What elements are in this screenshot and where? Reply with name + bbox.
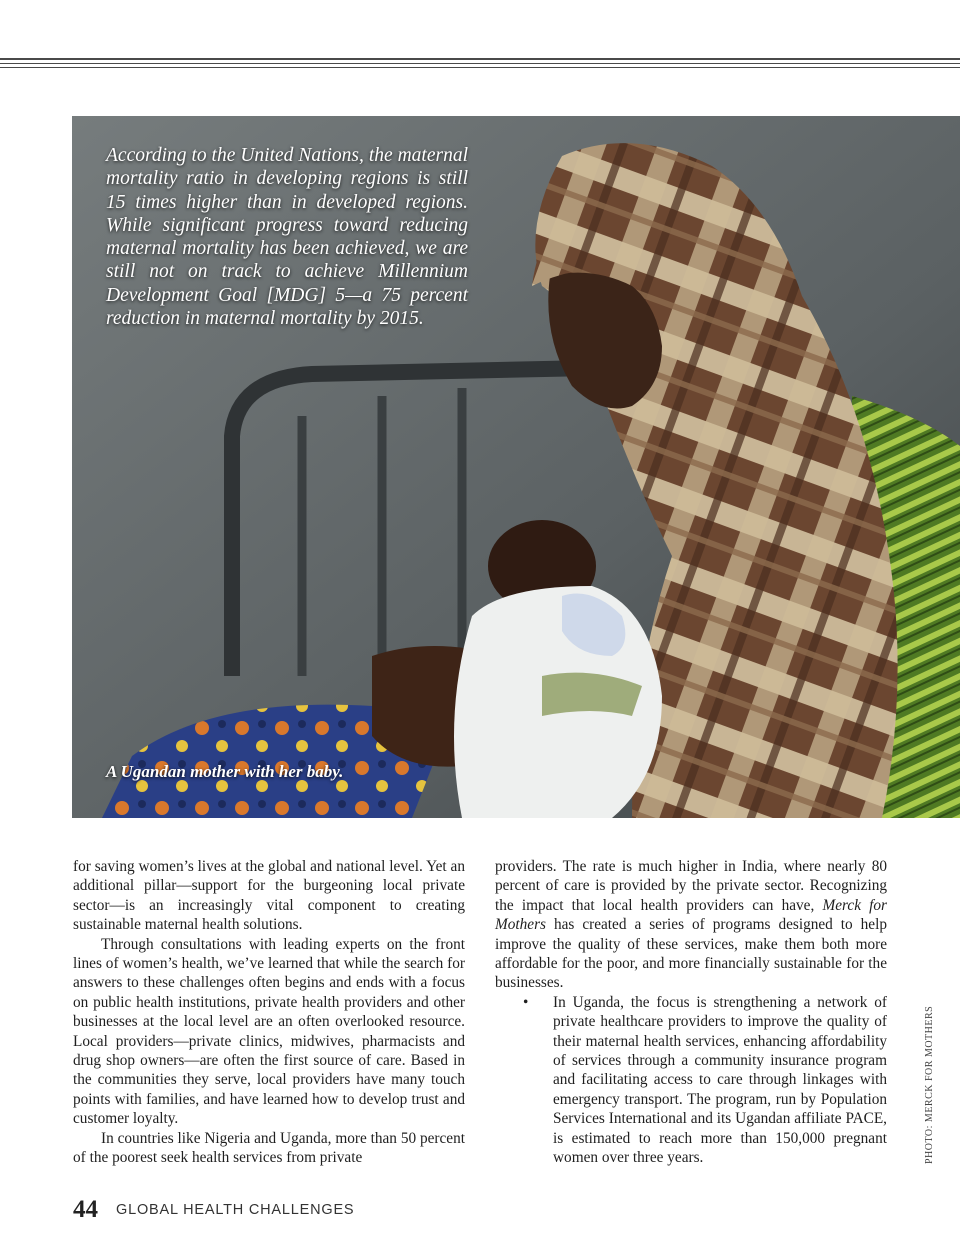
- top-rule: [0, 58, 960, 60]
- body-text: providers. The rate is much higher in India, where nearly 80 percent of care is provided by the private sector. Recognizing the impact that local health providers can have,: [495, 858, 887, 914]
- body-paragraph: Through consultations with leading experts on the front lines of women’s health, we’ve learned that while the search for answers to these challenges often begins and ends with a focus on public health institutions, private health providers and other businesses at the local level are an often overlooked resource. Local providers—private clinics, midwives, pharmacists and drug shop owners—are often the first source of care. Based in the communities they serve, local providers have many touch points with families, and have learned how to develop trust and customer loyalty.: [73, 935, 465, 1128]
- body-column-right: [495, 857, 887, 1168]
- body-paragraph: for saving women’s lives at the global and national level. Yet an additional pillar—support for the burgeoning local private sector—is an increasingly vital component to creating sustainable maternal health solutions.: [73, 858, 465, 934]
- photo-caption: A Ugandan mother with her baby.: [106, 762, 344, 781]
- program-name: Merck for Mothers: [495, 896, 888, 934]
- bullet-text: In Uganda, the focus is strengthening a network of private healthcare providers to improve the quality of their maternal health services, enhancing affordability of services through a community insurance program and facilitating access to care through linkages with emergency transport. The program, run by Population Services International and its Ugandan affiliate PACE, is estimated to reach more than 150,000 pregnant women over three years.: [553, 993, 887, 1167]
- top-rule: [0, 63, 960, 64]
- section-name: GLOBAL HEALTH CHALLENGES: [116, 1202, 355, 1218]
- feature-photo: [72, 116, 960, 818]
- body-text: has created a series of programs designed to help improve the quality of these services, make them both more affordable for the poor, and more financially sustainable for the businesses.: [495, 916, 887, 992]
- body-paragraph: [495, 857, 887, 993]
- bullet-item: [495, 993, 887, 1168]
- top-rule: [0, 67, 960, 68]
- page-number: 44: [73, 1196, 98, 1223]
- body-paragraph: In countries like Nigeria and Uganda, more than 50 percent of the poorest seek health services from private: [73, 1129, 465, 1167]
- photo-credit: PHOTO: MERCK FOR MOTHERS: [924, 1005, 935, 1164]
- page-footer: [73, 1196, 354, 1224]
- body-column-left: [73, 857, 465, 1168]
- bullet-icon: •: [523, 993, 529, 1011]
- pull-quote: According to the United Nations, the maternal mortality ratio in developing regions is still 15 times higher than in developed regions. While significant progress toward reducing maternal mortality has been achieved, we are still not on track to achieve Millennium Development Goal [MDG] 5—a 75 percent reduction in maternal mortality by 2015.: [106, 145, 468, 330]
